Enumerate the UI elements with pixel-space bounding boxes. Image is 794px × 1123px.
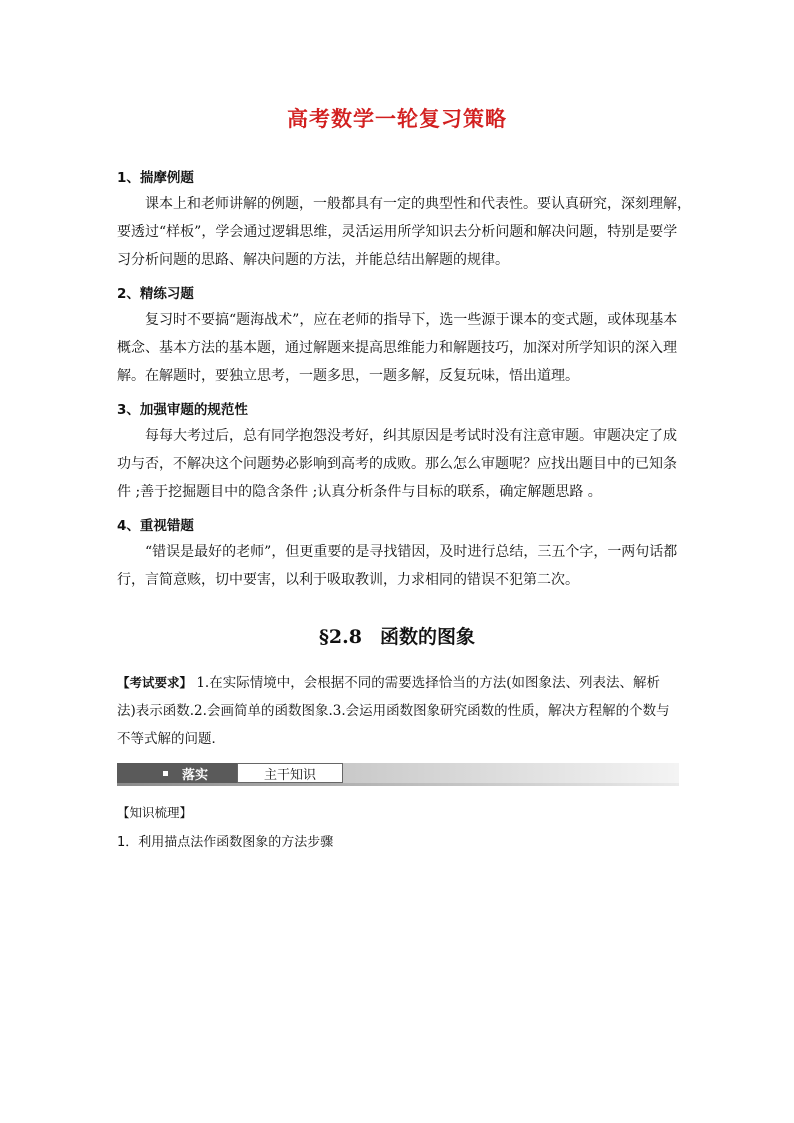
banner-gradient: [343, 763, 679, 783]
square-bullet-icon: [163, 771, 168, 776]
chapter-name: 函数的图象: [379, 626, 475, 648]
section-heading-4: 4、重视错题: [117, 518, 194, 534]
paragraph-line: 行，言简意赅，切中要害，以利于吸取教训，力求相同的错误不犯第二次。: [117, 572, 579, 588]
knowledge-item: 1．利用描点法作函数图象的方法步骤: [117, 835, 334, 850]
paragraph-line: 功与否，不解决这个问题势必影响到高考的成败。那么怎么审题呢？应找出题目中的已知条: [117, 456, 677, 472]
banner-left-block: [117, 763, 237, 783]
requirements-line: 不等式解的问题．: [117, 731, 225, 747]
paragraph-line: 习分析问题的思路、解决问题的方法，并能总结出解题的规律。: [117, 252, 509, 268]
paragraph-line: 复习时不要搞“题海战术”，应在老师的指导下，选一些源于课本的变式题，或体现基本: [145, 312, 678, 328]
requirements-text: 1.在实际情境中，会根据不同的需要选择恰当的方法(如图象法、列表法、解析: [196, 675, 660, 691]
section-banner: [117, 763, 679, 783]
paragraph-line: 每每大考过后，总有同学抱怨没考好，纠其原因是考试时没有注意审题。审题决定了成: [145, 428, 677, 444]
section-heading-1: 1、揣摩例题: [117, 170, 194, 186]
banner-mid-label: 主干知识: [263, 768, 316, 783]
section-paragraph-3: [117, 422, 679, 506]
paragraph-line: “错误是最好的老师”，但更重要的是寻找错因，及时进行总结，三五个字，一两句话都: [145, 544, 678, 560]
requirements-tag: 【考试要求】: [117, 675, 193, 690]
exam-requirements: [117, 669, 679, 753]
chapter-number: §2.8: [318, 626, 362, 648]
paragraph-line: 要透过“样板”，学会通过逻辑思维，灵活运用所学知识去分析问题和解决问题，特别是要学: [117, 224, 678, 240]
paragraph-line: 概念、基本方法的基本题，通过解题来提高思维能力和解题技巧，加深对所学知识的深入理: [117, 340, 677, 356]
section-paragraph-4: [117, 538, 679, 594]
paragraph-line: 课本上和老师讲解的例题，一般都具有一定的典型性和代表性。要认真研究，深刻理解，: [145, 196, 691, 212]
requirements-line: [117, 669, 679, 697]
requirements-line: 法)表示函数.2.会画简单的函数图象.3.会运用函数图象研究函数的性质，解决方程解的个数与: [117, 703, 670, 719]
section-heading-3: 3、加强审题的规范性: [117, 402, 248, 418]
section-paragraph-2: [117, 306, 679, 390]
knowledge-heading: 【知识梳理】: [117, 805, 193, 820]
banner-mid-block: [237, 763, 343, 783]
paragraph-line: 件 ;善于挖掘题目中的隐含条件 ;认真分析条件与目标的联系，确定解题思路 。: [117, 484, 602, 500]
section-heading-2: 2、精练习题: [117, 286, 194, 302]
paragraph-line: 解。在解题时，要独立思考，一题多思，一题多解，反复玩味，悟出道理。: [117, 368, 579, 384]
chapter-title: [0, 622, 794, 649]
section-paragraph-1: [117, 190, 691, 274]
banner-underline: [117, 783, 679, 786]
banner-left-label: 落实: [182, 768, 209, 783]
page-title: 高考数学一轮复习策略: [287, 107, 507, 131]
